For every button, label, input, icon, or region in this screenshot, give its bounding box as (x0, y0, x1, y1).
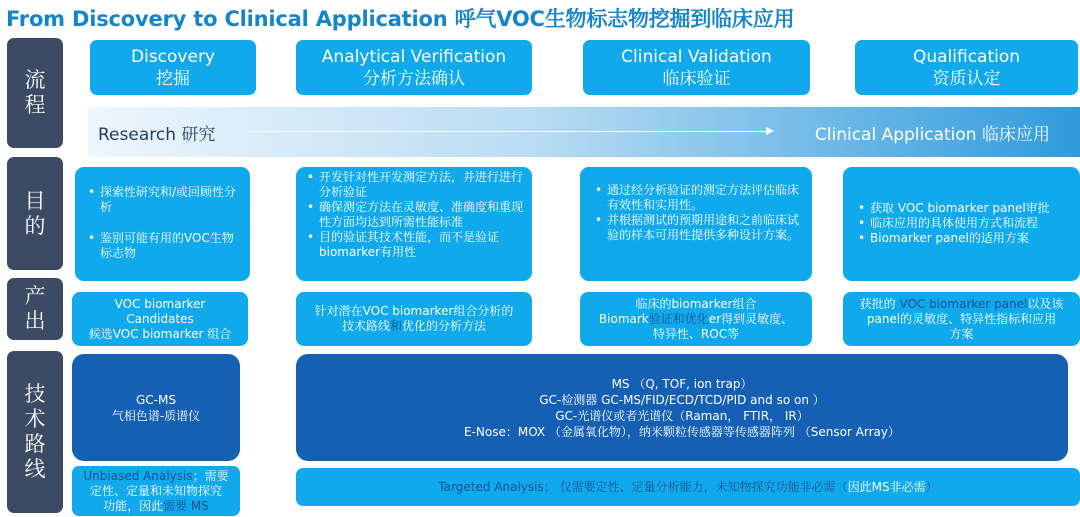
purpose-bullet: • 获取 VOC biomarker panel审批 (855, 201, 1070, 216)
tech-text: 气相色谱-质谱仪 (111, 408, 201, 423)
tech-text (296, 480, 1080, 495)
arrow-line (248, 131, 768, 132)
output-highlight: VOC biomarker panel (895, 296, 1028, 311)
purpose-card-qualification (843, 167, 1080, 281)
tech-targeted-box (296, 468, 1080, 506)
row-label-process (7, 38, 63, 148)
tech-text: 功能，因此 (103, 498, 164, 513)
stage-analytical-verification (296, 40, 532, 95)
stage-discovery (90, 40, 256, 95)
output-text (843, 297, 1080, 312)
purpose-card-discovery (75, 167, 250, 281)
output-text: 候选VOC biomarker 组合 (88, 326, 232, 341)
tech-text: Targeted Analysis； 仅需要定性、定量分析能力，未知物探究功能非必需（ (438, 479, 848, 494)
purpose-bullet: • 探索性研究和/或回顾性分析 (85, 185, 240, 215)
purpose-bullet: • 目的验证其技术性能，而不是验证biomarker有用性 (304, 230, 524, 260)
stage-en-label: Analytical Verification (321, 46, 507, 67)
stage-qualification (855, 40, 1078, 95)
output-text: Candidates (126, 311, 194, 326)
tech-highlight: 需要 MS (163, 498, 209, 513)
row-label-purpose (7, 157, 63, 270)
page-title: From Discovery to Clinical Application 呼气VOC生物标志物挖掘到临床应用 (6, 7, 795, 31)
output-text: 针对潜在VOC biomarker组合分析的 (314, 304, 514, 318)
research-to-clinical-arrow (88, 107, 1080, 157)
tech-text: 定性、定量和未知物探究 (89, 483, 222, 498)
row-label-char: 术 (24, 407, 46, 431)
row-label-char: 流 (24, 68, 46, 92)
output-text: 特异性、ROC等 (652, 326, 740, 341)
tech-instrument-line: E-Nose：MOX （金属氧化物），纳米颗粒传感器等传感器阵列 （Sensor Array） (463, 424, 901, 439)
stage-en-label: Clinical Validation (621, 46, 772, 67)
stage-en-label: Qualification (912, 46, 1021, 67)
output-text: 优化的分析方法 (402, 319, 487, 333)
stage-cn-label: 资质认定 (932, 68, 1001, 89)
output-verification (296, 292, 532, 346)
output-qualification (843, 292, 1080, 346)
row-label-char: 技 (24, 382, 46, 406)
row-label-char: 产 (24, 284, 46, 308)
purpose-bullet: • 通过经分析验证的测定方法评估临床有效性和实用性。 (592, 183, 802, 213)
output-text: Biomark (598, 311, 649, 326)
row-label-char: 出 (24, 309, 46, 333)
tech-text: GC-MS (136, 392, 176, 407)
output-text: 临床的biomarker组合 (635, 296, 757, 311)
output-text: panel的灵敏度、特异性指标和应用 (866, 311, 1057, 326)
output-text: 以及该 (1027, 296, 1064, 311)
tech-instrument-line: MS （Q, TOF, ion trap） (611, 376, 753, 391)
row-label-char: 路 (24, 432, 46, 456)
stage-cn-label: 挖掘 (156, 68, 190, 89)
output-discovery (72, 292, 248, 346)
output-text (296, 319, 532, 334)
output-validation (580, 292, 812, 346)
row-label-char: 目 (24, 188, 46, 213)
output-text: 技术路线 (341, 319, 390, 333)
tech-text: ） (925, 479, 938, 494)
purpose-card-verification (296, 167, 532, 281)
tech-untargeted-box (72, 466, 240, 516)
tech-instruments-box (296, 354, 1068, 461)
purpose-bullet: • 并根据测试的预期用途和之前临床试验的样本可用性提供多种设计方案。 (592, 213, 802, 243)
purpose-bullet: • 鉴别可能有用的VOC生物标志物 (85, 231, 240, 261)
purpose-bullet: • 开发针对性开发测定方法，并进行进行分析验证 (304, 170, 524, 200)
tech-text (72, 499, 240, 514)
purpose-bullet: • 确保测定方法在灵敏度、准确度和重现性方面均达到所需性能标准 (304, 200, 524, 230)
output-text: VOC biomarker (114, 296, 206, 311)
row-label-char: 的 (24, 213, 46, 238)
output-text: 获批的 (859, 296, 896, 311)
output-text: 方案 (949, 326, 974, 341)
row-label-tech (7, 351, 63, 513)
stage-clinical-validation (583, 40, 810, 95)
tech-text: 因此MS非必需 (847, 479, 926, 494)
tech-text: ；需要 (192, 468, 229, 483)
stage-en-label: Discovery (131, 46, 215, 67)
stage-cn-label: 临床验证 (662, 68, 731, 89)
row-label-char: 线 (24, 457, 46, 481)
row-label-char: 程 (24, 93, 46, 117)
tech-instrument-line: GC-光谱仪或者光谱仪（Raman， FTIR， IR） (555, 408, 809, 423)
tech-gcms-box (72, 354, 240, 461)
tech-highlight: Unbiased Analysis (83, 468, 193, 483)
arrow-start-label: Research 研究 (98, 125, 216, 145)
purpose-card-validation (580, 167, 812, 281)
output-highlight: 和 (389, 319, 402, 333)
tech-text (72, 469, 240, 484)
stage-cn-label: 分析方法确认 (363, 68, 465, 89)
purpose-bullet: • 临床应用的具体使用方式和流程 (855, 216, 1070, 231)
output-highlight: 验证和优化 (648, 311, 709, 326)
output-text (580, 312, 812, 327)
row-label-output (7, 278, 63, 340)
arrow-end-label: Clinical Application 临床应用 (814, 125, 1050, 145)
tech-instrument-line: GC-检测器 GC-MS/FID/ECD/TCD/PID and so on ） (539, 392, 825, 407)
purpose-bullet: • Biomarker panel的适用方案 (855, 231, 1070, 246)
output-text: er得到灵敏度、 (708, 311, 794, 326)
arrow-head-icon (766, 127, 774, 135)
